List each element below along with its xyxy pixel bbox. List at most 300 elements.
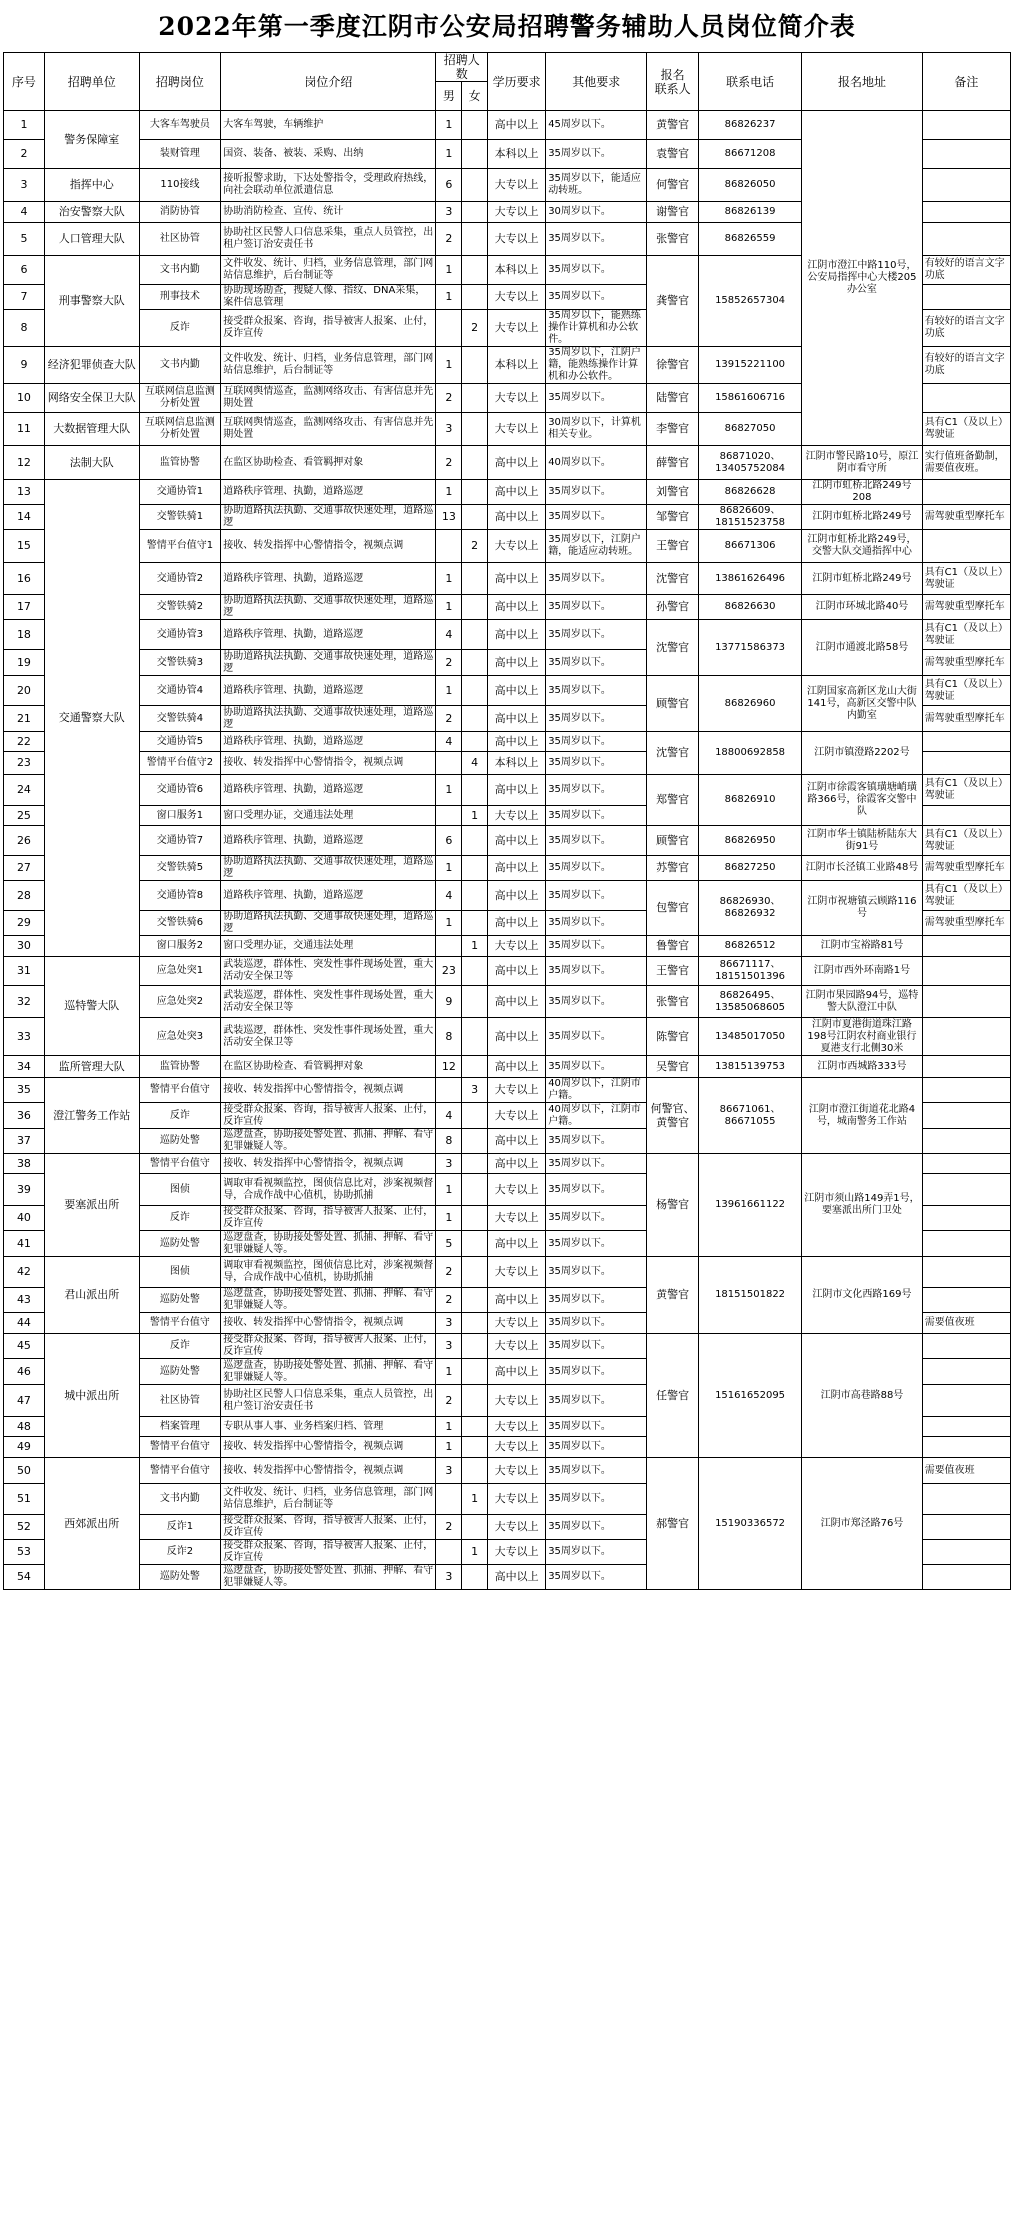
contact-phone: 86827250 [698, 856, 801, 881]
education: 高中以上 [488, 1018, 546, 1056]
education: 高中以上 [488, 732, 546, 752]
post-name: 交警铁骑1 [139, 505, 221, 530]
post-name: 文书内勤 [139, 256, 221, 285]
education: 大专以上 [488, 1257, 546, 1288]
education: 高中以上 [488, 1231, 546, 1257]
remark: 需驾驶重型摩托车 [922, 505, 1010, 530]
signup-address: 江阴市徐霞客镇璜塘峭璜路366号，徐霞客交警中队 [802, 775, 922, 826]
count-male: 2 [436, 223, 462, 256]
count-male: 2 [436, 446, 462, 480]
post-name: 反诈1 [139, 1515, 221, 1540]
signup-address: 江阴市虹桥北路249号 [802, 563, 922, 595]
education: 大专以上 [488, 936, 546, 957]
remark [922, 1334, 1010, 1359]
contact-person: 沈警官 [647, 620, 699, 676]
unit-name: 监所管理大队 [44, 1056, 139, 1078]
row-number: 27 [4, 856, 45, 881]
count-male: 1 [436, 1437, 462, 1458]
education: 高中以上 [488, 986, 546, 1018]
table-row [4, 1334, 1011, 1359]
row-number: 48 [4, 1417, 45, 1437]
count-female [462, 1288, 488, 1313]
count-male: 1 [436, 1206, 462, 1231]
post-intro: 巡逻盘查，协助接处警处置、抓捕、押解、看守犯罪嫌疑人等。 [221, 1129, 436, 1154]
contact-person: 王警官 [647, 957, 699, 986]
other-requirements: 35周岁以下。 [546, 1174, 647, 1206]
contact-phone: 86826237 [698, 111, 801, 140]
other-requirements: 35周岁以下。 [546, 706, 647, 732]
remark: 需驾驶重型摩托车 [922, 595, 1010, 620]
count-male [436, 1078, 462, 1103]
row-number: 22 [4, 732, 45, 752]
count-male: 3 [436, 1334, 462, 1359]
count-male: 3 [436, 202, 462, 223]
education: 大专以上 [488, 384, 546, 413]
count-female [462, 676, 488, 706]
count-male: 6 [436, 169, 462, 202]
row-number: 53 [4, 1540, 45, 1565]
other-requirements: 35周岁以下。 [546, 936, 647, 957]
table-row [4, 986, 1011, 1018]
count-male: 1 [436, 1359, 462, 1385]
post-name: 警情平台值守1 [139, 530, 221, 563]
post-name: 交通协管6 [139, 775, 221, 806]
post-name: 消防协管 [139, 202, 221, 223]
row-number: 40 [4, 1206, 45, 1231]
count-female [462, 1231, 488, 1257]
signup-address: 江阴市须山路149弄1号，要塞派出所门卫处 [802, 1154, 922, 1257]
post-intro: 道路秩序管理、执勤，道路巡逻 [221, 620, 436, 650]
other-requirements: 35周岁以下。 [546, 1515, 647, 1540]
contact-person: 黄警官 [647, 1257, 699, 1334]
contact-phone: 86826050 [698, 169, 801, 202]
post-name: 警情平台值守 [139, 1458, 221, 1484]
post-name: 文书内勤 [139, 347, 221, 384]
row-number: 12 [4, 446, 45, 480]
remark [922, 1417, 1010, 1437]
row-number: 9 [4, 347, 45, 384]
post-name: 交警铁骑5 [139, 856, 221, 881]
other-requirements: 40周岁以下，江阴市户籍。 [546, 1078, 647, 1103]
count-female [462, 223, 488, 256]
contact-phone: 86826950 [698, 826, 801, 856]
row-number: 19 [4, 650, 45, 676]
count-male: 2 [436, 384, 462, 413]
contact-person: 袁警官 [647, 140, 699, 169]
table-row [4, 1154, 1011, 1174]
count-female [462, 347, 488, 384]
count-female [462, 1437, 488, 1458]
post-name: 窗口服务2 [139, 936, 221, 957]
contact-phone: 86826609、18151523758 [698, 505, 801, 530]
post-name: 图侦 [139, 1257, 221, 1288]
remark [922, 806, 1010, 826]
contact-person: 龚警官 [647, 256, 699, 347]
count-male: 1 [436, 595, 462, 620]
education: 高中以上 [488, 881, 546, 911]
other-requirements: 35周岁以下。 [546, 1565, 647, 1590]
count-female: 2 [462, 310, 488, 347]
education: 大专以上 [488, 1458, 546, 1484]
contact-phone: 86671208 [698, 140, 801, 169]
contact-phone: 86826910 [698, 775, 801, 826]
post-intro: 专职从事人事、业务档案归档、管理 [221, 1417, 436, 1437]
education: 高中以上 [488, 856, 546, 881]
post-intro: 接听报警求助，下达处警指令，受理政府热线，向社会联动单位派遣信息 [221, 169, 436, 202]
count-male: 2 [436, 1288, 462, 1313]
remark [922, 1385, 1010, 1417]
other-requirements: 35周岁以下。 [546, 881, 647, 911]
table-row [4, 505, 1011, 530]
contact-person: 沈警官 [647, 732, 699, 775]
remark: 具有C1（及以上）驾驶证 [922, 881, 1010, 911]
remark: 需要值夜班 [922, 1313, 1010, 1334]
remark [922, 752, 1010, 775]
row-number: 29 [4, 911, 45, 936]
count-female: 4 [462, 752, 488, 775]
count-female [462, 620, 488, 650]
header-intro: 岗位介绍 [221, 53, 436, 111]
table-row [4, 446, 1011, 480]
count-female [462, 202, 488, 223]
other-requirements: 35周岁以下。 [546, 1129, 647, 1154]
post-intro: 武装巡逻，群体性、突发性事件现场处置，重大活动安全保卫等 [221, 1018, 436, 1056]
signup-address: 江阴市郑泾路76号 [802, 1458, 922, 1590]
post-intro: 窗口受理办证，交通违法处理 [221, 936, 436, 957]
count-male: 4 [436, 620, 462, 650]
signup-address: 江阴市澄江中路110号，公安局指挥中心大楼205办公室 [802, 111, 922, 446]
unit-name: 澄江警务工作站 [44, 1078, 139, 1154]
count-female [462, 480, 488, 505]
remark: 具有C1（及以上）驾驶证 [922, 563, 1010, 595]
other-requirements: 35周岁以下。 [546, 480, 647, 505]
header-female: 女 [462, 82, 488, 111]
other-requirements: 35周岁以下。 [546, 957, 647, 986]
row-number: 6 [4, 256, 45, 285]
count-female: 1 [462, 1484, 488, 1515]
count-female [462, 775, 488, 806]
post-name: 交通协管8 [139, 881, 221, 911]
education: 大专以上 [488, 1313, 546, 1334]
count-female [462, 650, 488, 676]
post-intro: 协助道路执法执勤、交通事故快速处理，道路巡逻 [221, 650, 436, 676]
row-number: 49 [4, 1437, 45, 1458]
post-name: 档案管理 [139, 1417, 221, 1437]
count-male: 1 [436, 563, 462, 595]
post-name: 交通协管2 [139, 563, 221, 595]
unit-name: 治安警察大队 [44, 202, 139, 223]
row-number: 7 [4, 285, 45, 310]
remark: 需要值夜班 [922, 1458, 1010, 1484]
post-intro: 接收、转发指挥中心警情指令，视频点调 [221, 1437, 436, 1458]
contact-phone: 86826139 [698, 202, 801, 223]
remark [922, 957, 1010, 986]
education: 大专以上 [488, 1334, 546, 1359]
table-row [4, 563, 1011, 595]
other-requirements: 35周岁以下。 [546, 1154, 647, 1174]
post-name: 巡防处警 [139, 1231, 221, 1257]
row-number: 23 [4, 752, 45, 775]
signup-address: 江阴市西城路333号 [802, 1056, 922, 1078]
unit-name: 大数据管理大队 [44, 413, 139, 446]
contact-phone: 86826960 [698, 676, 801, 732]
count-male: 1 [436, 1417, 462, 1437]
post-name: 巡防处警 [139, 1288, 221, 1313]
row-number: 13 [4, 480, 45, 505]
contact-person: 陆警官 [647, 384, 699, 413]
table-row [4, 1078, 1011, 1103]
post-name: 警情平台值守 [139, 1078, 221, 1103]
education: 大专以上 [488, 223, 546, 256]
remark [922, 1174, 1010, 1206]
table-row [4, 856, 1011, 881]
post-name: 交警铁骑6 [139, 911, 221, 936]
post-intro: 互联网舆情巡查，监测网络攻击、有害信息并先期处置 [221, 413, 436, 446]
other-requirements: 35周岁以下。 [546, 1018, 647, 1056]
table-row [4, 732, 1011, 752]
contact-person: 何警官、黄警官 [647, 1078, 699, 1154]
count-female: 1 [462, 1540, 488, 1565]
contact-person: 包警官 [647, 881, 699, 936]
table-row [4, 530, 1011, 563]
other-requirements: 35周岁以下。 [546, 1417, 647, 1437]
header-edu: 学历要求 [488, 53, 546, 111]
count-female [462, 1257, 488, 1288]
post-intro: 接受群众报案、咨询，指导被害人报案、止付，反诈宣传 [221, 1103, 436, 1129]
contact-phone: 86671061、86671055 [698, 1078, 801, 1154]
post-intro: 协助社区民警人口信息采集，重点人员管控，出租户签订治安责任书 [221, 223, 436, 256]
education: 大专以上 [488, 169, 546, 202]
signup-address: 江阴国家高新区龙山大街141号，高新区交警中队内勤室 [802, 676, 922, 732]
education: 大专以上 [488, 285, 546, 310]
row-number: 15 [4, 530, 45, 563]
signup-address: 江阴市虹桥北路249号，交警大队交通指挥中心 [802, 530, 922, 563]
other-requirements: 35周岁以下。 [546, 1540, 647, 1565]
post-intro: 道路秩序管理、执勤，道路巡逻 [221, 480, 436, 505]
table-row [4, 1018, 1011, 1056]
education: 高中以上 [488, 1288, 546, 1313]
post-name: 应急处突2 [139, 986, 221, 1018]
education: 高中以上 [488, 650, 546, 676]
signup-address: 江阴市夏港街道珠江路198号江阴农村商业银行夏港支行北侧30米 [802, 1018, 922, 1056]
post-name: 应急处突1 [139, 957, 221, 986]
count-male [436, 806, 462, 826]
other-requirements: 35周岁以下。 [546, 1385, 647, 1417]
count-male: 1 [436, 347, 462, 384]
post-intro: 武装巡逻，群体性、突发性事件现场处置，重大活动安全保卫等 [221, 957, 436, 986]
unit-name: 指挥中心 [44, 169, 139, 202]
education: 大专以上 [488, 1385, 546, 1417]
other-requirements: 35周岁以下，江阴户籍，能熟练操作计算机和办公软件。 [546, 347, 647, 384]
count-male [436, 310, 462, 347]
other-requirements: 35周岁以下，能适应动转班。 [546, 169, 647, 202]
education: 大专以上 [488, 1078, 546, 1103]
remark: 需驾驶重型摩托车 [922, 911, 1010, 936]
row-number: 38 [4, 1154, 45, 1174]
contact-person: 张警官 [647, 986, 699, 1018]
count-female [462, 1018, 488, 1056]
row-number: 36 [4, 1103, 45, 1129]
post-name: 大客车驾驶员 [139, 111, 221, 140]
page-title: 2022年第一季度江阴市公安局招聘警务辅助人员岗位简介表 [158, 12, 856, 41]
count-male: 2 [436, 706, 462, 732]
row-number: 4 [4, 202, 45, 223]
remark [922, 936, 1010, 957]
post-intro: 在监区协助检查、看管羁押对象 [221, 446, 436, 480]
post-intro: 接受群众报案、咨询，指导被害人报案、止付，反诈宣传 [221, 1515, 436, 1540]
contact-phone: 86826512 [698, 936, 801, 957]
header-other: 其他要求 [546, 53, 647, 111]
post-intro: 接收、转发指挥中心警情指令，视频点调 [221, 1154, 436, 1174]
education: 大专以上 [488, 1103, 546, 1129]
contact-person: 薛警官 [647, 446, 699, 480]
other-requirements: 35周岁以下。 [546, 285, 647, 310]
count-female [462, 285, 488, 310]
count-male: 4 [436, 732, 462, 752]
count-female [462, 140, 488, 169]
remark: 需驾驶重型摩托车 [922, 706, 1010, 732]
contact-phone: 86827050 [698, 413, 801, 446]
post-name: 刑事技术 [139, 285, 221, 310]
unit-name: 警务保障室 [44, 111, 139, 169]
count-male: 9 [436, 986, 462, 1018]
education: 高中以上 [488, 1359, 546, 1385]
count-female [462, 1385, 488, 1417]
signup-address: 江阴市果园路94号，巡特警大队澄江中队 [802, 986, 922, 1018]
count-male: 1 [436, 1174, 462, 1206]
post-intro: 协助道路执法执勤、交通事故快速处理，道路巡逻 [221, 856, 436, 881]
post-intro: 巡逻盘查，协助接处警处置、抓捕、押解、看守犯罪嫌疑人等。 [221, 1565, 436, 1590]
table-row [4, 1056, 1011, 1078]
contact-phone: 13485017050 [698, 1018, 801, 1056]
post-intro: 接收、转发指挥中心警情指令，视频点调 [221, 530, 436, 563]
count-male: 2 [436, 1385, 462, 1417]
post-name: 交警铁骑4 [139, 706, 221, 732]
row-number: 34 [4, 1056, 45, 1078]
header-count: 招聘人数 [436, 53, 488, 82]
education: 大专以上 [488, 1540, 546, 1565]
post-name: 反诈 [139, 1334, 221, 1359]
post-intro: 国资、装备、被装、采购、出纳 [221, 140, 436, 169]
post-intro: 巡逻盘查，协助接处警处置、抓捕、押解、看守犯罪嫌疑人等。 [221, 1288, 436, 1313]
education: 高中以上 [488, 620, 546, 650]
row-number: 52 [4, 1515, 45, 1540]
remark [922, 986, 1010, 1018]
post-name: 巡防处警 [139, 1129, 221, 1154]
post-intro: 接收、转发指挥中心警情指令，视频点调 [221, 1313, 436, 1334]
post-name: 反诈 [139, 1206, 221, 1231]
count-female [462, 1515, 488, 1540]
row-number: 21 [4, 706, 45, 732]
education: 大专以上 [488, 310, 546, 347]
education: 高中以上 [488, 1129, 546, 1154]
contact-phone: 13961661122 [698, 1154, 801, 1257]
contact-person: 刘警官 [647, 480, 699, 505]
row-number: 32 [4, 986, 45, 1018]
count-female: 3 [462, 1078, 488, 1103]
count-male: 1 [436, 775, 462, 806]
count-male: 1 [436, 676, 462, 706]
post-name: 110接线 [139, 169, 221, 202]
education: 高中以上 [488, 706, 546, 732]
count-female: 1 [462, 936, 488, 957]
post-name: 警情平台值守 [139, 1437, 221, 1458]
other-requirements: 35周岁以下。 [546, 256, 647, 285]
education: 高中以上 [488, 446, 546, 480]
unit-name: 巡特警大队 [44, 957, 139, 1056]
contact-person: 杨警官 [647, 1154, 699, 1257]
count-female [462, 1565, 488, 1590]
education: 高中以上 [488, 1056, 546, 1078]
unit-name: 刑事警察大队 [44, 256, 139, 347]
row-number: 10 [4, 384, 45, 413]
unit-name: 网络安全保卫大队 [44, 384, 139, 413]
signup-address: 江阴市通渡北路58号 [802, 620, 922, 676]
other-requirements: 35周岁以下。 [546, 986, 647, 1018]
post-name: 图侦 [139, 1174, 221, 1206]
count-female [462, 1129, 488, 1154]
table-row [4, 480, 1011, 505]
table-row [4, 676, 1011, 706]
other-requirements: 35周岁以下。 [546, 826, 647, 856]
remark [922, 1515, 1010, 1540]
count-male: 8 [436, 1129, 462, 1154]
other-requirements: 35周岁以下。 [546, 676, 647, 706]
other-requirements: 35周岁以下。 [546, 1313, 647, 1334]
other-requirements: 40周岁以下。 [546, 446, 647, 480]
other-requirements: 35周岁以下。 [546, 620, 647, 650]
count-female [462, 911, 488, 936]
unit-name: 交通警察大队 [44, 480, 139, 957]
contact-phone: 15861606716 [698, 384, 801, 413]
count-female [462, 986, 488, 1018]
signup-address: 江阴市镇澄路2202号 [802, 732, 922, 775]
post-name: 交通协管7 [139, 826, 221, 856]
remark [922, 530, 1010, 563]
count-female [462, 111, 488, 140]
row-number: 42 [4, 1257, 45, 1288]
contact-phone: 15190336572 [698, 1458, 801, 1590]
contact-person: 吴警官 [647, 1056, 699, 1078]
other-requirements: 35周岁以下。 [546, 563, 647, 595]
count-male: 3 [436, 1458, 462, 1484]
contact-person: 陈警官 [647, 1018, 699, 1056]
post-intro: 道路秩序管理、执勤，道路巡逻 [221, 676, 436, 706]
education: 高中以上 [488, 1154, 546, 1174]
row-number: 8 [4, 310, 45, 347]
count-female [462, 413, 488, 446]
education: 高中以上 [488, 826, 546, 856]
contact-phone: 15161652095 [698, 1334, 801, 1458]
post-intro: 调取审看视频监控，图侦信息比对，涉案视频督导，合成作战中心值机，协助抓捕 [221, 1257, 436, 1288]
post-intro: 大客车驾驶，车辆维护 [221, 111, 436, 140]
other-requirements: 45周岁以下。 [546, 111, 647, 140]
contact-phone: 86826559 [698, 223, 801, 256]
contact-person: 任警官 [647, 1334, 699, 1458]
count-female [462, 1154, 488, 1174]
other-requirements: 35周岁以下。 [546, 223, 647, 256]
post-intro: 道路秩序管理、执勤，道路巡逻 [221, 732, 436, 752]
remark: 需驾驶重型摩托车 [922, 650, 1010, 676]
count-female [462, 169, 488, 202]
contact-person: 王警官 [647, 530, 699, 563]
remark [922, 1078, 1010, 1103]
post-name: 监管协警 [139, 1056, 221, 1078]
unit-name: 城中派出所 [44, 1334, 139, 1458]
contact-phone: 86826495、13585068605 [698, 986, 801, 1018]
count-male [436, 1540, 462, 1565]
post-name: 警情平台值守 [139, 1154, 221, 1174]
